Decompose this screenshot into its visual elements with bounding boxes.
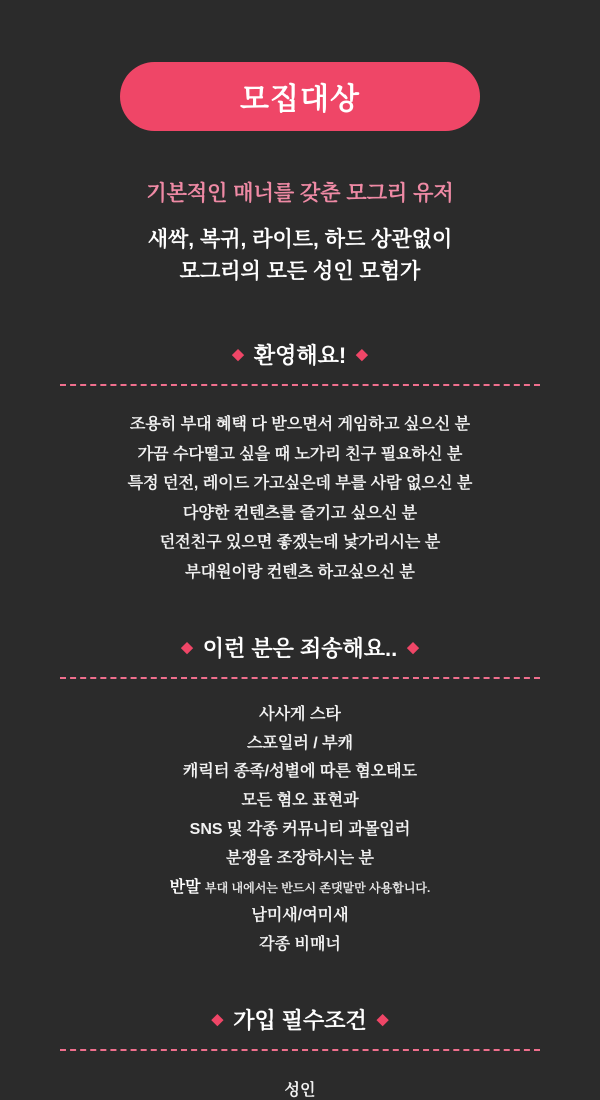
section-heading-sorry (181, 632, 419, 663)
list-item: 던전친구 있으면 좋겠는데 낯가리시는 분 (159, 534, 441, 552)
section-heading-text: 환영해요! (253, 343, 347, 369)
list-item: 각종 비매너 (259, 936, 341, 954)
intro-main-line: 새싹, 복귀, 라이트, 하드 상관없이 (147, 228, 453, 252)
note-text: 부대 내에서는 반드시 존댓말만 사용합니다. (205, 880, 431, 895)
requirement-list (285, 1077, 316, 1100)
section-heading-welcome (232, 339, 367, 370)
note-keyword: 반말 (169, 878, 201, 896)
intro-accent-line: 기본적인 매너를 갖춘 모그리 유저 (146, 181, 454, 205)
welcome-list (128, 410, 473, 588)
list-item: SNS 및 각종 커뮤니티 과몰입러 (189, 820, 411, 838)
list-item: 모든 혐오 표현과 (241, 792, 359, 810)
section-welcome (60, 339, 540, 588)
section-heading-text: 가입 필수조건 (233, 1008, 367, 1033)
list-item: 가끔 수다떨고 싶을 때 노가리 친구 필요하신 분 (137, 445, 463, 463)
section-heading-text: 이런 분은 죄송해요.. (202, 635, 398, 661)
list-item: 분쟁을 조장하시는 분 (225, 849, 374, 867)
intro-main-block (146, 224, 453, 287)
diamond-icon: ◆ (181, 638, 193, 656)
list-item: 부대원이랑 컨텐츠 하고싶으신 분 (185, 564, 415, 582)
list-item: 사사게 스타 (259, 705, 341, 723)
section-sorry (60, 632, 540, 960)
sorry-list (170, 701, 431, 960)
diamond-icon: ◆ (356, 346, 368, 364)
intro-block (146, 179, 453, 287)
list-item: 성인 (284, 1082, 316, 1099)
list-item: 남미새/여미새 (251, 907, 349, 925)
list-item: 특정 던전, 레이드 가고싶은데 부를 사람 없으신 분 (127, 475, 473, 493)
diamond-icon: ◆ (232, 346, 244, 364)
list-item: 캐릭터 종족/성별에 따른 혐오태도 (182, 763, 418, 781)
list-item: 스포일러 / 부캐 (246, 734, 354, 752)
section-divider (60, 1049, 540, 1051)
page-title-pill (120, 62, 480, 131)
diamond-icon: ◆ (211, 1011, 224, 1028)
list-item: 다양한 컨텐츠를 즐기고 싶으신 분 (182, 504, 418, 522)
section-divider (60, 677, 540, 679)
page-title: 모집대상 (240, 83, 360, 117)
section-requirement (60, 1004, 540, 1100)
intro-main-line: 모그리의 모든 성인 모험가 (179, 259, 421, 283)
list-item-note (170, 874, 431, 903)
list-item: 조용히 부대 혜택 다 받으면서 게임하고 싶으신 분 (129, 416, 471, 434)
section-divider (60, 384, 540, 386)
section-heading-requirement (212, 1004, 389, 1035)
diamond-icon: ◆ (376, 1011, 389, 1028)
diamond-icon: ◆ (407, 638, 419, 656)
